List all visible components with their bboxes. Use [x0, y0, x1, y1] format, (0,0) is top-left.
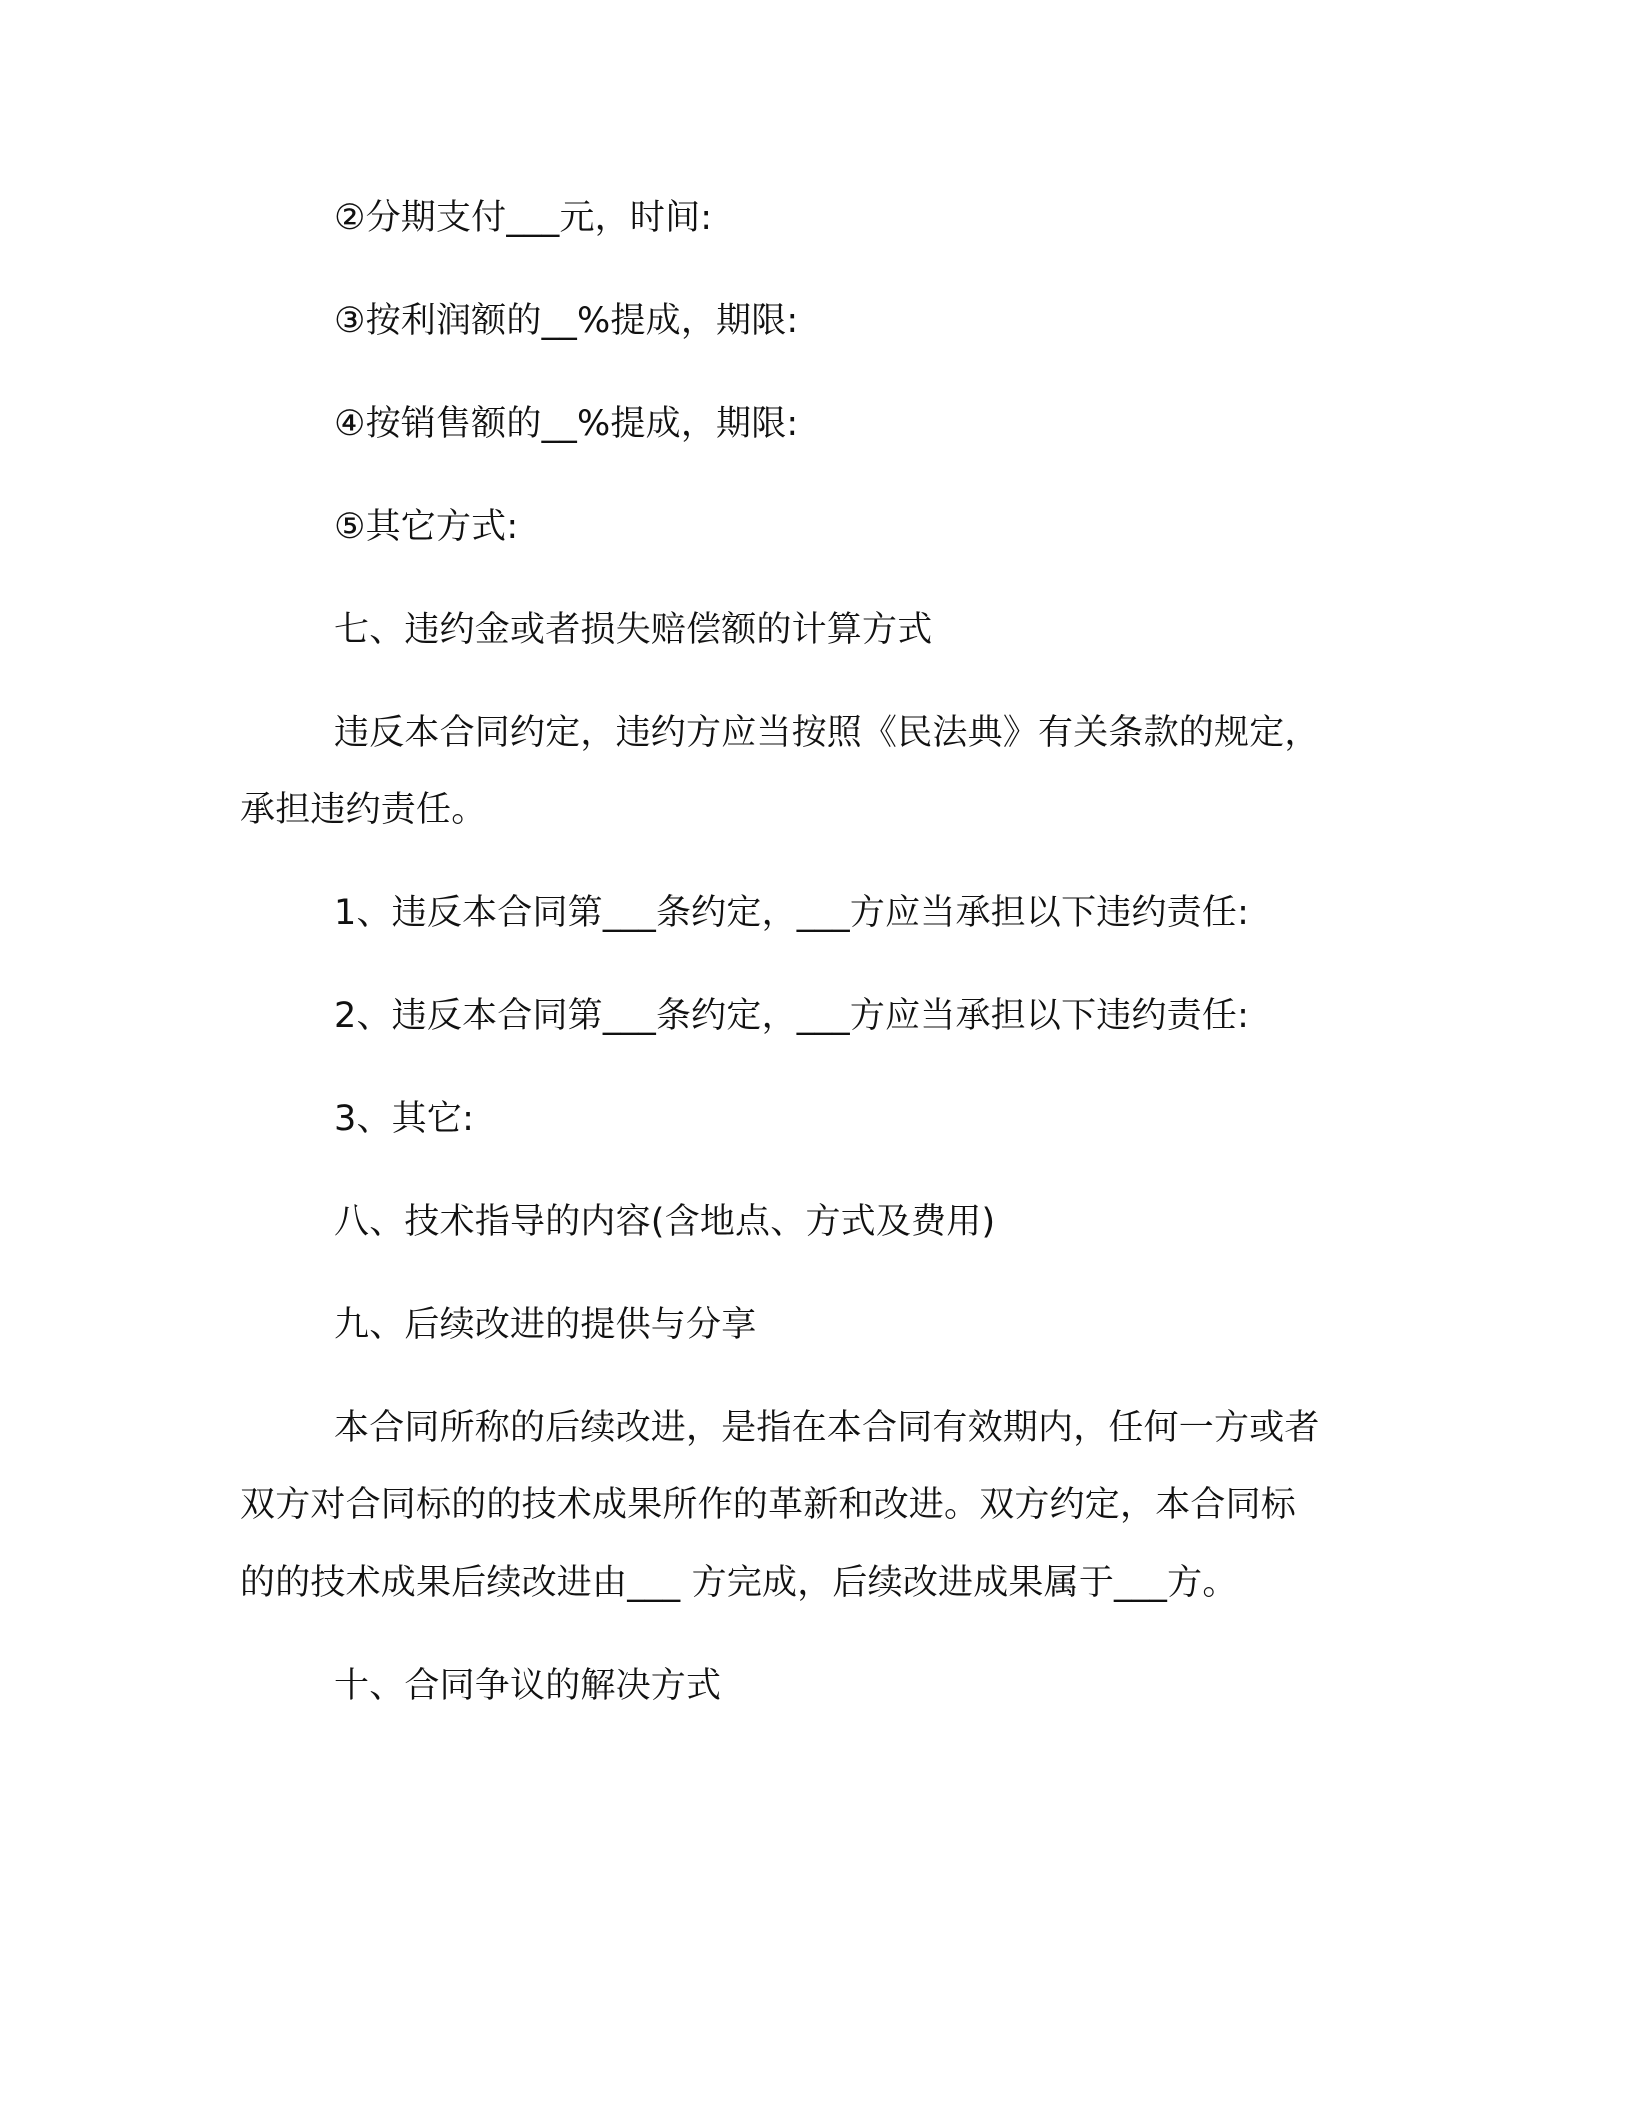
penalty-clause-2: 2、违反本合同第___条约定，___方应当承担以下违约责任: — [334, 996, 1250, 1036]
section-heading-technical-guidance: 八、技术指导的内容(含地点、方式及费用) — [334, 1202, 996, 1242]
paragraph-improvements-line-1: 本合同所称的后续改进，是指在本合同有效期内，任何一方或者 — [334, 1408, 1320, 1448]
paragraph-improvements-line-3: 的的技术成果后续改进由___ 方完成，后续改进成果属于___方。 — [240, 1563, 1238, 1603]
section-heading-dispute-resolution: 十、合同争议的解决方式 — [334, 1666, 722, 1706]
penalty-clause-1: 1、违反本合同第___条约定，___方应当承担以下违约责任: — [334, 893, 1250, 933]
payment-option-installment: ②分期支付___元，时间: — [334, 198, 713, 238]
penalty-clause-3: 3、其它: — [334, 1099, 475, 1139]
paragraph-penalty-line-2: 承担违约责任。 — [240, 790, 487, 830]
payment-option-profit-share: ③按利润额的__%提成，期限: — [334, 301, 799, 341]
paragraph-penalty-line-1: 违反本合同约定，违约方应当按照《民法典》有关条款的规定， — [334, 713, 1320, 753]
section-heading-improvements: 九、后续改进的提供与分享 — [334, 1305, 757, 1345]
paragraph-improvements-line-2: 双方对合同标的的技术成果所作的革新和改进。双方约定，本合同标 — [240, 1485, 1297, 1525]
payment-option-other: ⑤其它方式: — [334, 507, 519, 547]
payment-option-sales-share: ④按销售额的__%提成，期限: — [334, 404, 799, 444]
section-heading-penalty: 七、违约金或者损失赔偿额的计算方式 — [334, 610, 933, 650]
